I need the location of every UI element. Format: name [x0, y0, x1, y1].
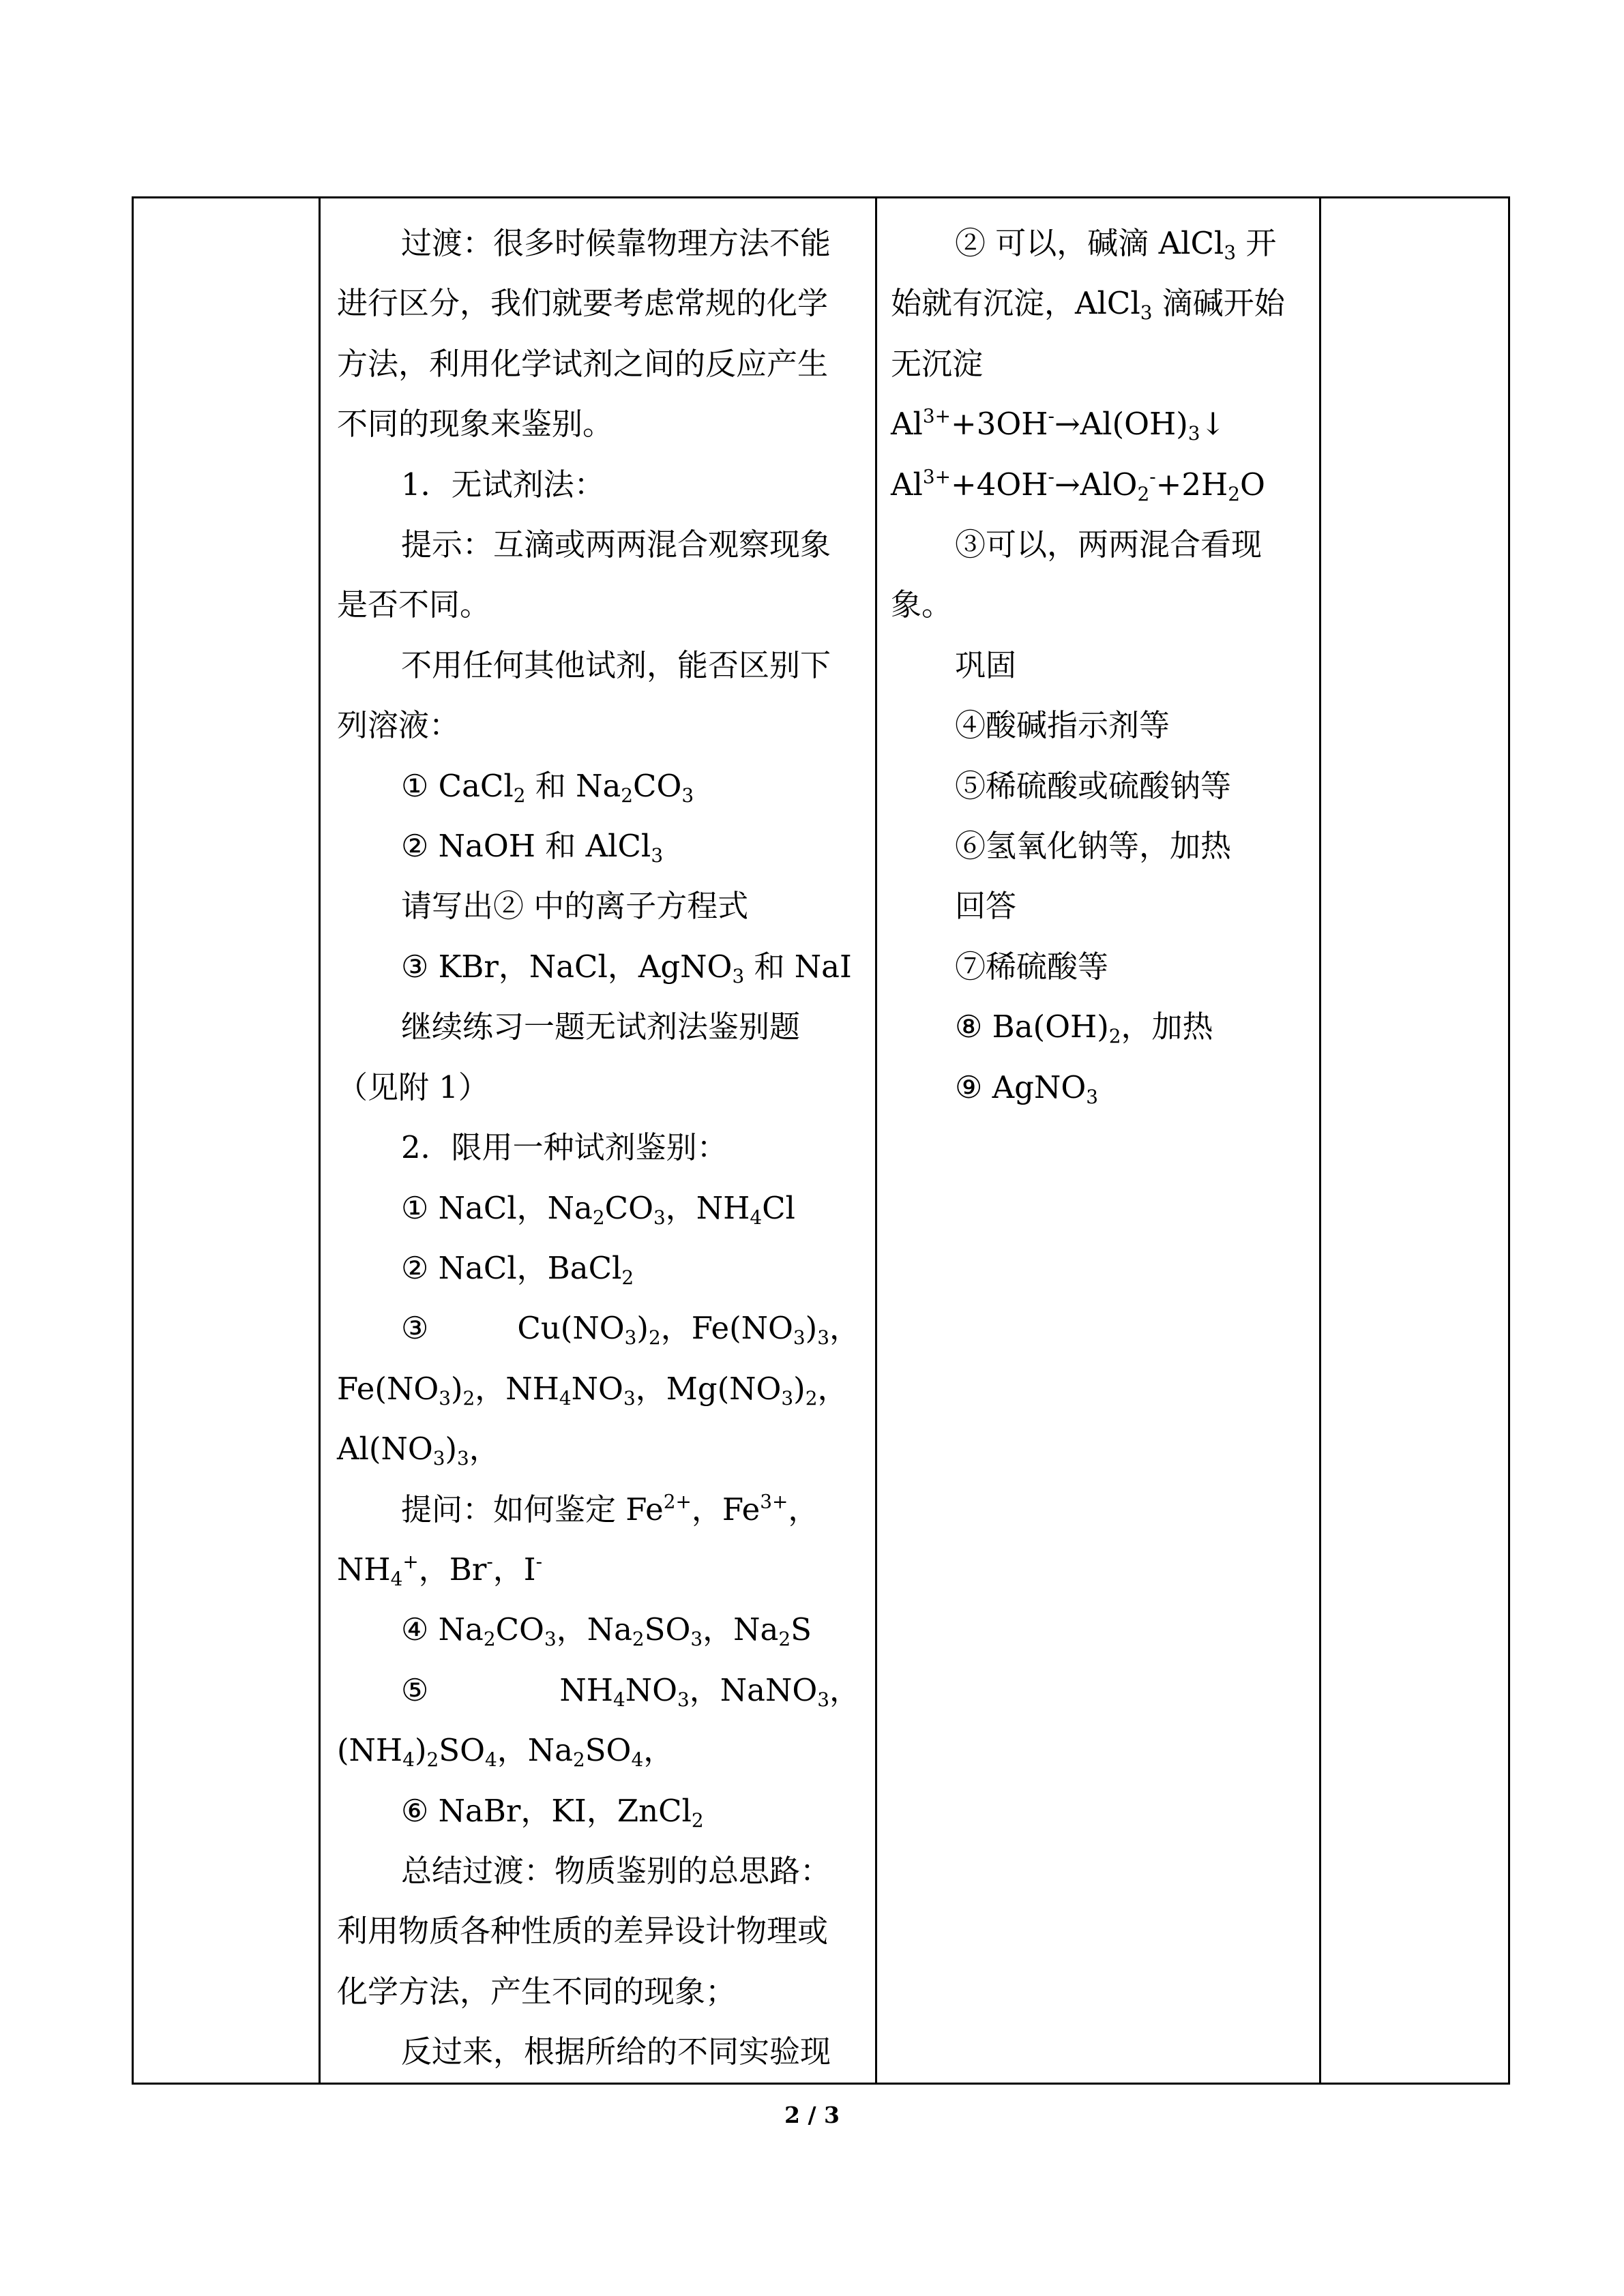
text-line: ② NaOH 和 AlCl$_3$: [401, 828, 664, 867]
text-line: 始就有沉淀，AlCl$_3$ 滴碱开始: [891, 285, 1285, 325]
text-line: 提问：如何鉴定 $Fe^{2+}$，$Fe^{3+}$，: [401, 1490, 819, 1527]
text-line: ⑤稀硫酸或硫酸钠等: [955, 767, 1232, 804]
text-line: ⑧ $Ba(OH)_2$，加热: [955, 1009, 1213, 1048]
text-line: 进行区分，我们就要考虑常规的化学: [337, 285, 829, 322]
text-line: 提示：互滴或两两混合观察现象: [401, 526, 831, 563]
text-line: 1．无试剂法：: [401, 466, 605, 503]
text-line: ④酸碱指示剂等: [955, 707, 1170, 744]
table-cell-empty-left: [133, 198, 320, 2084]
text-line: $Al^{3+}+3OH^-\to Al(OH)_3↓$: [891, 404, 1226, 445]
text-line: $(NH_4)_2SO_4$，$Na_2SO_4$，: [337, 1732, 675, 1771]
text-line: ④ $Na_2CO_3$，$Na_2SO_3$，$Na_2S$: [401, 1611, 812, 1651]
table-cell-empty-right: [1320, 198, 1509, 2084]
text-line: $Al(NO_3)_3$，: [337, 1431, 500, 1470]
text-line: 利用物质各种性质的差异设计物理或: [337, 1913, 829, 1950]
text-line: 总结过渡：物质鉴别的总思路：: [401, 1852, 831, 1889]
text-line: 列溶液：: [337, 707, 460, 744]
text-line: 象。: [891, 586, 953, 623]
text-line: ⑤ $NH_4NO_3$，NaNO$_3$，: [401, 1671, 860, 1711]
text-line: 过渡：很多时候靠物理方法不能: [401, 225, 831, 261]
lesson-plan-table: [132, 196, 1510, 2085]
student-activity-text: [877, 198, 1319, 1118]
text-line: 是否不同。: [337, 586, 491, 623]
text-line: 2．限用一种试剂鉴别：: [401, 1129, 728, 1166]
text-line: $Al^{3+}+4OH^-\to AlO_2^-+2H_2O$: [891, 465, 1265, 505]
text-line: （见附 1）: [337, 1069, 489, 1105]
page-number: 2 / 3: [784, 2102, 840, 2128]
teacher-activity-text: [321, 198, 875, 2083]
text-line: ① NaCl，$Na_2CO_3$，$NH_4Cl$: [401, 1189, 795, 1229]
text-line: 巩固: [955, 646, 1017, 683]
table-row: [133, 198, 1509, 2084]
student-activity-cell: [876, 198, 1320, 2084]
text-line: 请写出② 中的离子方程式: [401, 888, 749, 925]
text-line: ③ $Cu(NO_3)_2$，$Fe(NO_3)_3$，: [401, 1310, 860, 1350]
text-line: ⑥氢氧化钠等，加热: [955, 828, 1232, 865]
text-line: ⑦稀硫酸等: [955, 948, 1109, 985]
text-line: 不用任何其他试剂，能否区别下: [401, 646, 831, 683]
text-line: 不同的现象来鉴别。: [337, 406, 614, 443]
teacher-activity-cell: [320, 198, 876, 2084]
text-line: ① CaCl$_2$ 和 $Na_2CO_3$: [401, 767, 694, 807]
text-line: ③ KBr，NaCl，AgNO$_3$ 和 NaI: [401, 948, 852, 987]
text-line: 继续练习一题无试剂法鉴别题: [401, 1009, 801, 1045]
text-line: ② NaCl，BaCl$_2$: [401, 1249, 634, 1289]
text-line: 无沉淀: [891, 345, 984, 382]
text-line: ③可以，两两混合看现: [955, 526, 1263, 563]
text-line: 化学方法，产生不同的现象；: [337, 1973, 737, 2010]
text-line: ② 可以，碱滴 AlCl$_3$ 开: [955, 225, 1277, 264]
text-line: 方法，利用化学试剂之间的反应产生: [337, 345, 829, 382]
text-line: $Fe(NO_3)_2$，$NH_4NO_3$，$Mg(NO_3)_2$，: [337, 1370, 848, 1410]
text-line: ⑨ AgNO$_3$: [955, 1069, 1098, 1108]
text-line: ⑥ NaBr，KI，ZnCl$_2$: [401, 1792, 704, 1832]
text-line: $NH_4^+$，Br-，I-: [337, 1550, 542, 1590]
text-line: 回答: [955, 888, 1017, 925]
text-line: 反过来，根据所给的不同实验现: [401, 2033, 831, 2070]
